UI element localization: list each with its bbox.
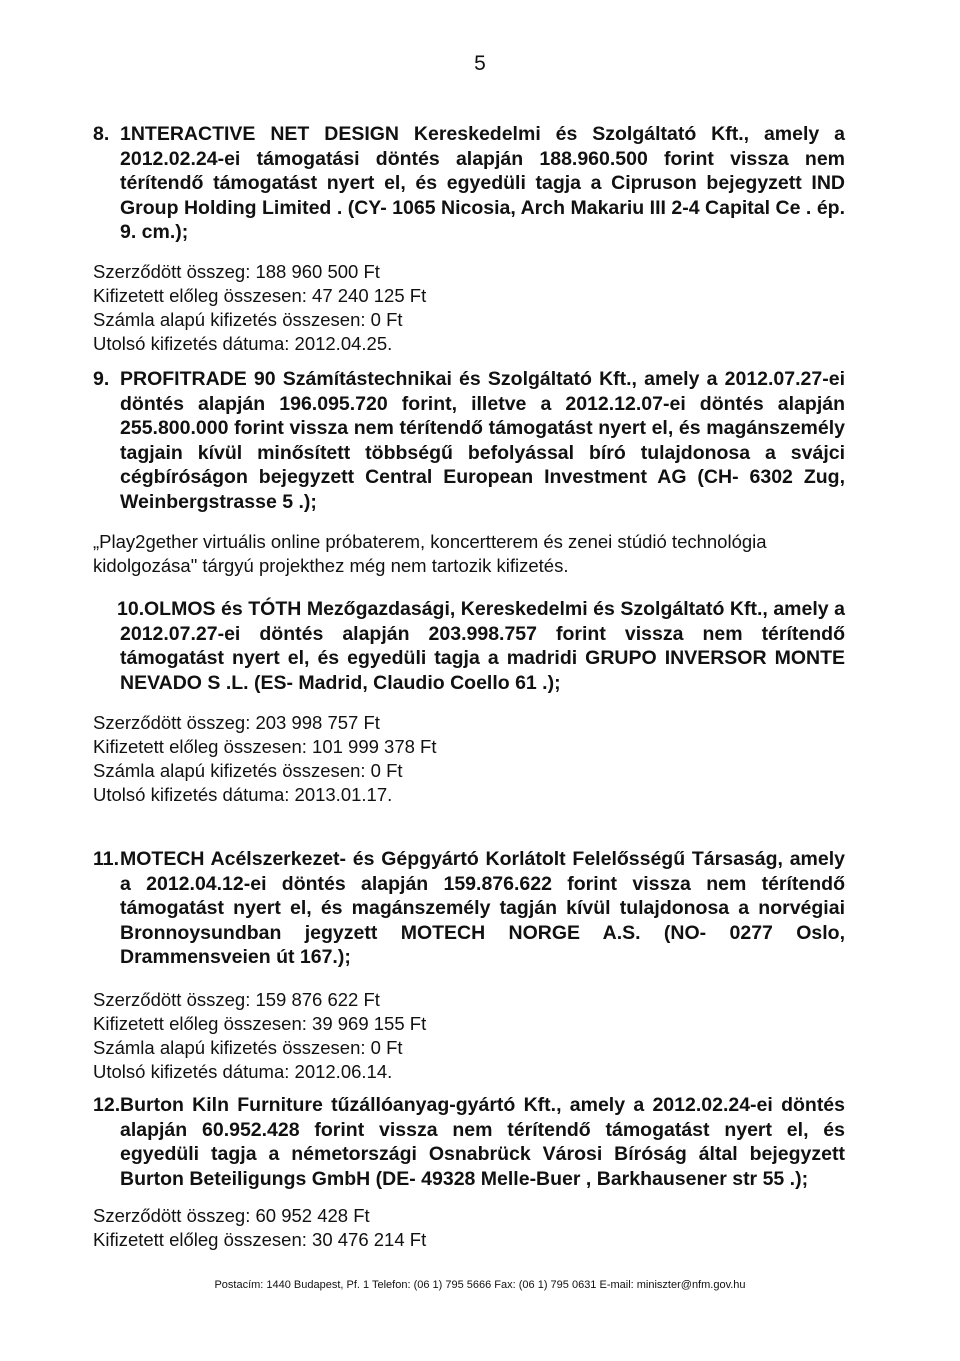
item-text: PROFITRADE 90 Számítástechnikai és Szolgáltató Kft., amely a 2012.07.27-ei döntés alapján 196.095.720 forint, illetve a 2012.12.07-ei döntés alapján 255.800.000 forint vissza nem térítendő támogatást nyert el, és magánszemély tagjain kívül minősített többségű befolyással bíró tulajdonosa a svájci cégbíróságon bejegyzett Central European Investment AG (CH- 6302 Zug, Weinbergstrasse 5 .); <box>120 368 845 513</box>
payment-summary <box>93 988 426 1084</box>
item-number: 10. <box>117 598 145 620</box>
last-payment-date: Utolsó kifizetés dátuma: 2012.06.14. <box>93 1061 393 1082</box>
payment-summary <box>93 1204 426 1252</box>
item-text: OLMOS és TÓTH Mezőgazdasági, Kereskedelmi és Szolgáltató Kft., amely a 2012.07.27-ei döntés alapján 203.998.757 forint vissza nem térítendő támogatást nyert el, és egyedüli tagja a madridi GRUPO INVERSOR MONTE NEVADO S .L. (ES- Madrid, Claudio Coello 61 .); <box>120 598 845 694</box>
item-number: 11. <box>93 848 120 870</box>
item-number: 9. <box>93 368 110 390</box>
invoice-paid: Számla alapú kifizetés összesen: 0 Ft <box>93 760 403 781</box>
contracted-amount: Szerződött összeg: 203 998 757 Ft <box>93 712 380 733</box>
payment-summary <box>93 711 437 807</box>
item-text: Burton Kiln Furniture tűzállóanyag-gyártó Kft., amely a 2012.02.24-ei döntés alapján 60.952.428 forint vissza nem térítendő támogatást nyert el, és egyedüli tagja a németországi Osnabrück Városi Bíróság által bejegyzett Burton Beteiligungs GmbH (DE- 49328 Melle-Buer , Barkhausener str 55 .); <box>120 1094 845 1190</box>
list-item <box>93 1093 845 1191</box>
list-item <box>93 367 845 514</box>
invoice-paid: Számla alapú kifizetés összesen: 0 Ft <box>93 309 403 330</box>
list-item <box>93 122 845 245</box>
project-note: „Play2gether virtuális online próbaterem, koncertterem és zenei stúdió technológia kidolgozása" tárgyú projekthez még nem tartozik kifizetés. <box>93 531 767 576</box>
advance-paid: Kifizetett előleg összesen: 47 240 125 Ft <box>93 285 427 306</box>
contracted-amount: Szerződött összeg: 60 952 428 Ft <box>93 1205 370 1226</box>
contracted-amount: Szerződött összeg: 188 960 500 Ft <box>93 261 380 282</box>
advance-paid: Kifizetett előleg összesen: 101 999 378 Ft <box>93 736 437 757</box>
last-payment-date: Utolsó kifizetés dátuma: 2013.01.17. <box>93 784 393 805</box>
item-text: 1NTERACTIVE NET DESIGN Kereskedelmi és Szolgáltató Kft., amely a 2012.02.24-ei támogatási döntés alapján 188.960.500 forint vissza nem térítendő támogatást nyert el, és egyedüli tagja a Cipruson bejegyzett IND Group Holding Limited . (CY- 1065 Nicosia, Arch Makariu III 2-4 Capital Ce . ép. 9. cm.); <box>120 123 845 243</box>
page-number: 5 <box>474 52 486 75</box>
last-payment-date: Utolsó kifizetés dátuma: 2012.04.25. <box>93 333 393 354</box>
item-number: 12. <box>93 1094 121 1116</box>
item-text: MOTECH Acélszerkezet- és Gépgyártó Korlátolt Felelősségű Társaság, amely a 2012.04.12-ei döntés alapján 159.876.622 forint vissza nem térítendő támogatást nyert el, és magánszemély tagján kívül tulajdonosa a norvégiai Bronnoysundban jegyzett MOTECH NORGE A.S. (NO- 0277 Oslo, Drammensveien út 167.); <box>120 848 845 968</box>
invoice-paid: Számla alapú kifizetés összesen: 0 Ft <box>93 1037 403 1058</box>
advance-paid: Kifizetett előleg összesen: 30 476 214 Ft <box>93 1229 427 1250</box>
advance-paid: Kifizetett előleg összesen: 39 969 155 Ft <box>93 1013 427 1034</box>
list-item <box>93 847 845 970</box>
item-number: 8. <box>93 123 110 145</box>
payment-summary <box>93 260 426 356</box>
list-item <box>93 597 845 695</box>
footer-contact: Postacím: 1440 Budapest, Pf. 1 Telefon: (06 1) 795 5666 Fax: (06 1) 795 0631 E-mail: miniszter@nfm.gov.hu <box>214 1279 746 1291</box>
contracted-amount: Szerződött összeg: 159 876 622 Ft <box>93 989 380 1010</box>
